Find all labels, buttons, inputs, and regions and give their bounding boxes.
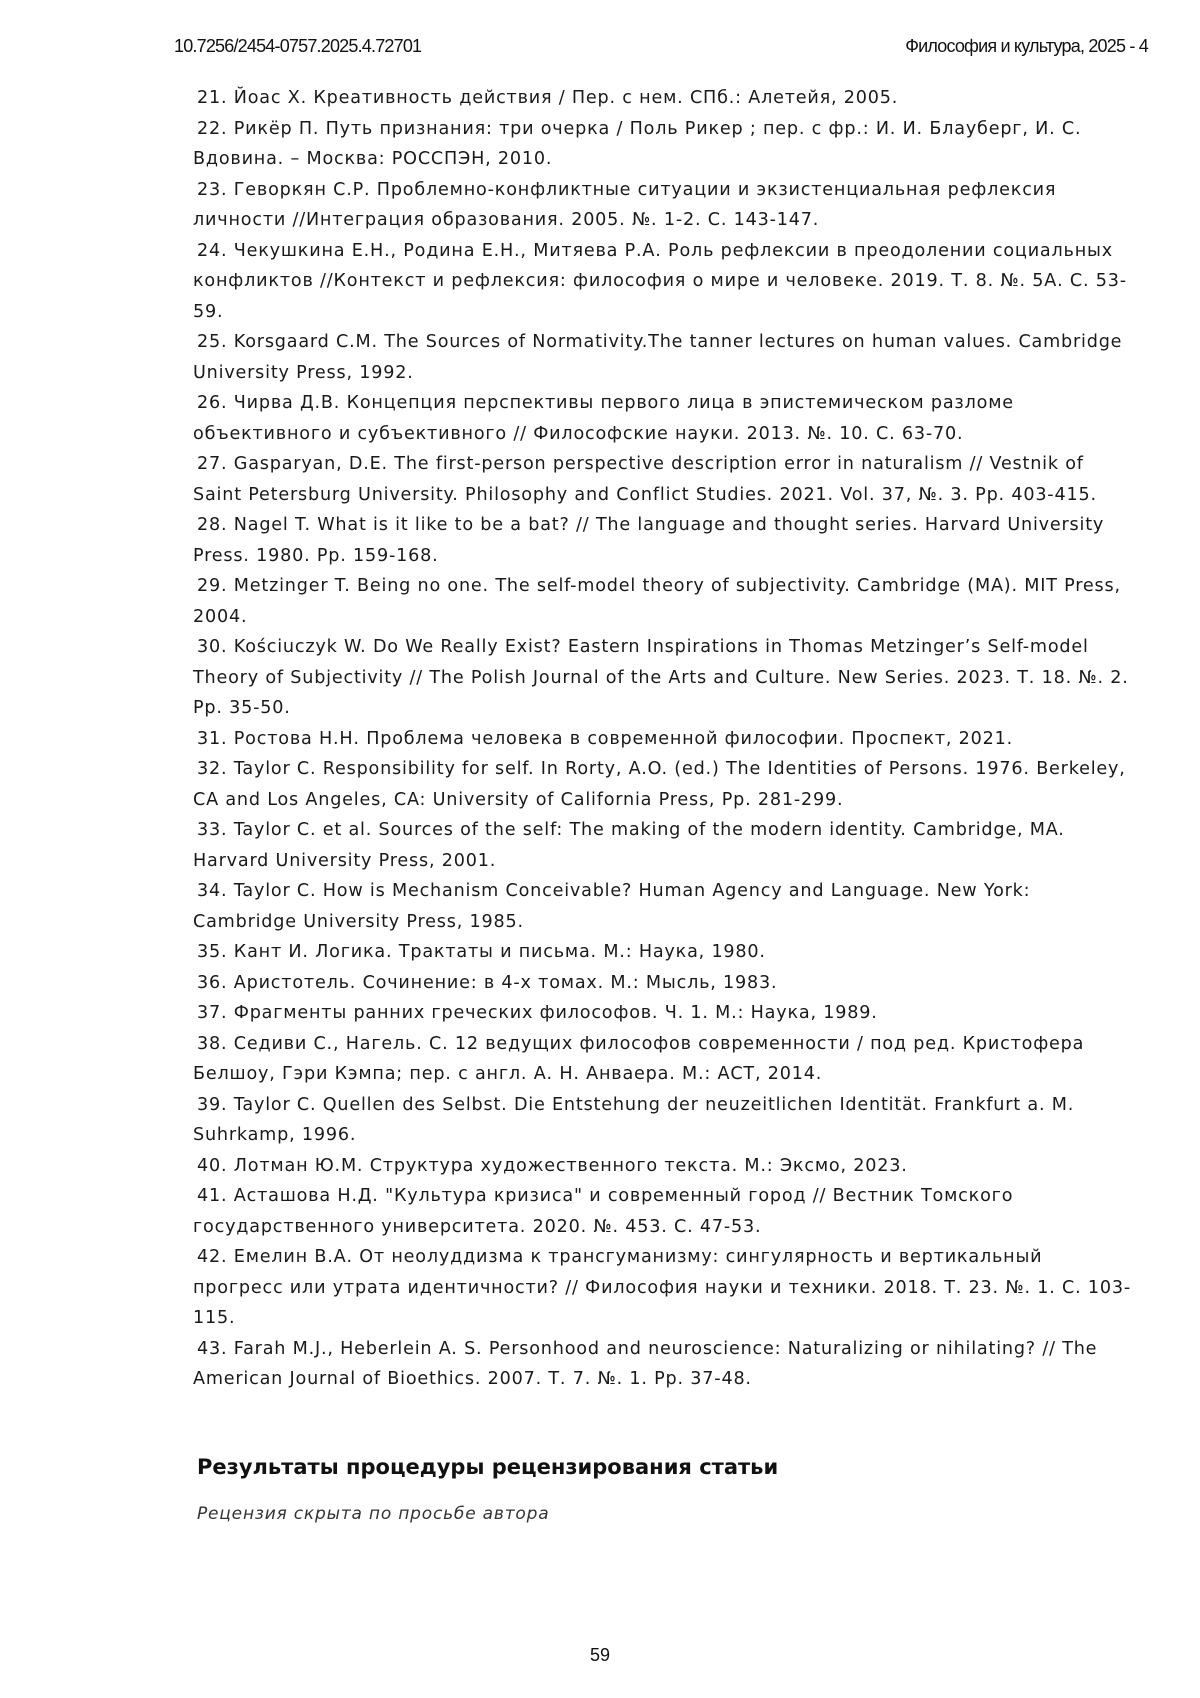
journal-issue: Философия и культура, 2025 - 4 <box>905 36 1148 56</box>
reference-item: 37. Фрагменты ранних греческих философов. Ч. 1. М.: Наука, 1989. <box>197 1003 878 1023</box>
reference-item: 39. Taylor C. Quellen des Selbst. Die Entstehung der neuzeitlichen Identität. Frankfurt a. M. Suhrkamp, 1996. <box>193 1094 1075 1145</box>
reference-item: 24. Чекушкина Е.Н., Родина Е.Н., Митяева Р.А. Роль рефлексии в преодолении социальных конфликтов //Контекст и рефлексия: философия о мире и человеке. 2019. Т. 8. №. 5А. С. 53-59. <box>193 240 1127 322</box>
reference-item: 29. Metzinger T. Being no one. The self-model theory of subjectivity. Cambridge (MA). MIT Press, 2004. <box>193 576 1121 627</box>
reference-item: 26. Чирва Д.В. Концепция перспективы первого лица в эпистемическом разломе объективного и субъективного // Философские науки. 2013. №. 10. С. 63-70. <box>193 393 1014 444</box>
reference-item: 32. Taylor C. Responsibility for self. In Rorty, A.O. (ed.) The Identities of Persons. 1976. Berkeley, CA and Los Angeles, CA: University of California Press, Pp. 281-299. <box>193 759 1126 810</box>
reference-item: 40. Лотман Ю.М. Структура художественного текста. М.: Эксмо, 2023. <box>197 1155 908 1176</box>
doi-text: 10.7256/2454-0757.2025.4.72701 <box>174 36 422 56</box>
reference-list <box>193 83 1133 1395</box>
reference-item: 25. Korsgaard C.M. The Sources of Normativity.The tanner lectures on human values. Cambridge University Press, 1992. <box>193 332 1123 383</box>
reference-item: 21. Йоас Х. Креативность действия / Пер. с нем. СПб.: Алетейя, 2005. <box>197 88 899 108</box>
reference-item: 33. Taylor C. et al. Sources of the self: The making of the modern identity. Cambridge, MA. Harvard University Press, 2001. <box>193 820 1065 871</box>
reference-item: 38. Седиви С., Нагель. С. 12 ведущих философов современности / под ред. Кристофера Белшоу, Гэри Кэмпа; пер. с англ. А. Н. Анваера. М.: АСТ, 2014. <box>193 1033 1085 1084</box>
review-section-title: Результаты процедуры рецензирования статьи <box>197 1455 779 1479</box>
reference-item: 36. Аристотель. Сочинение: в 4-х томах. М.: Мысль, 1983. <box>197 972 778 993</box>
page-header <box>174 36 1148 60</box>
reference-item: 30. Kościuczyk W. Do We Really Exist? Eastern Inspirations in Thomas Metzinger’s Self-model Theory of Subjectivity // The Polish Journal of the Arts and Culture. New Series. 2023. Т. 18. №. 2. Pp. 35-50. <box>193 637 1129 718</box>
review-hidden-note: Рецензия скрыта по просьбе автора <box>197 1504 550 1524</box>
reference-item: 22. Рикёр П. Путь признания: три очерка / Поль Рикер ; пер. с фр.: И. И. Блауберг, И. С. Вдовина. – Москва: РОССПЭН, 2010. <box>193 118 1082 169</box>
page-number: 59 <box>589 1645 611 1665</box>
reference-item: 23. Геворкян С.Р. Проблемно-конфликтные ситуации и экзистенциальная рефлексия личности //Интеграция образования. 2005. №. 1-2. С. 143-147. <box>193 179 1057 230</box>
reference-item: 34. Taylor C. How is Mechanism Conceivable? Human Agency and Language. New York: Cambridge University Press, 1985. <box>193 881 1031 932</box>
reference-item: 43. Farah M.J., Heberlein A. S. Personhood and neuroscience: Naturalizing or nihilating? // The American Journal of Bioethics. 2007. Т. 7. №. 1. Pp. 37-48. <box>193 1338 1098 1389</box>
reference-item: 28. Nagel T. What is it like to be a bat? // The language and thought series. Harvard University Press. 1980. Pp. 159-168. <box>193 515 1105 566</box>
reference-item: 27. Gasparyan, D.E. The first-person perspective description error in naturalism // Vestnik of Saint Petersburg University. Philosophy and Conflict Studies. 2021. Vol. 37, №. 3. Pp. 403-415. <box>193 454 1097 505</box>
reference-item: 31. Ростова Н.Н. Проблема человека в современной философии. Проспект, 2021. <box>197 728 1014 749</box>
reference-item: 41. Асташова Н.Д. "Культура кризиса" и современный город // Вестник Томского государственного университета. 2020. №. 453. С. 47-53. <box>193 1186 1014 1237</box>
reference-item: 35. Кант И. Логика. Трактаты и письма. М.: Наука, 1980. <box>197 942 766 962</box>
reference-item: 42. Емелин В.А. От неолуддизма к трансгуманизму: сингулярность и вертикальный прогресс или утрата идентичности? // Философия науки и техники. 2018. Т. 23. №. 1. С. 103-115. <box>193 1247 1132 1328</box>
